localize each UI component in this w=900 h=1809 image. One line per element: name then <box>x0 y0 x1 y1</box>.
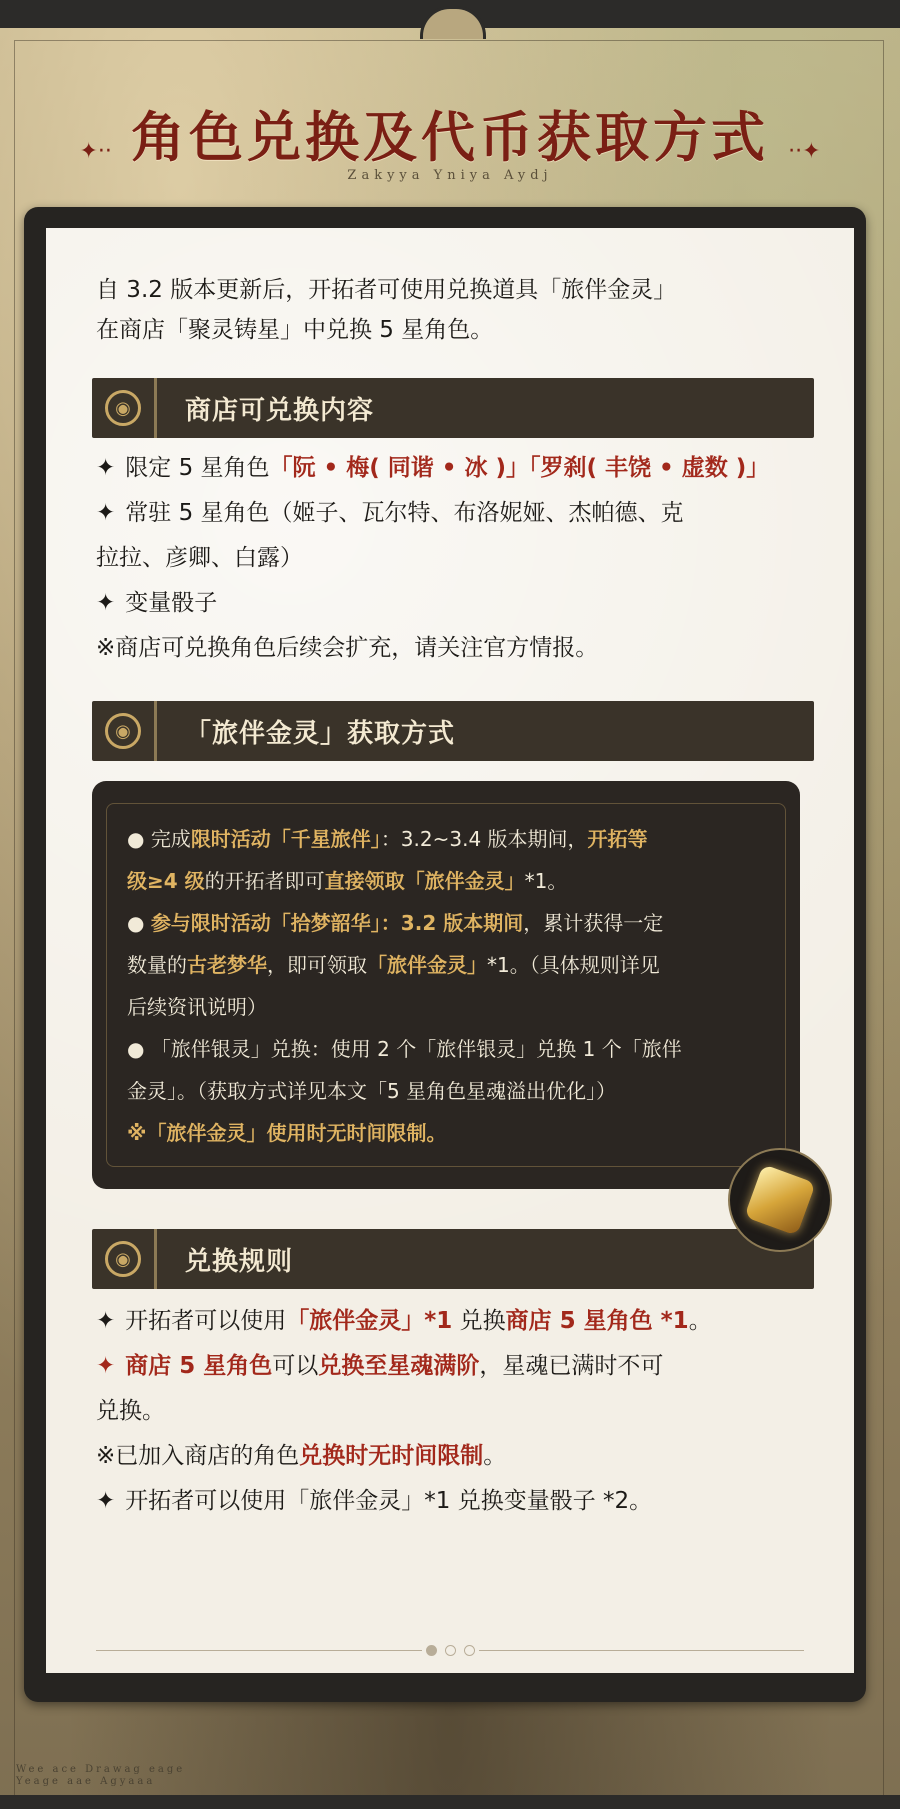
page-title: 角色兑换及代币获取方式 <box>131 105 769 169</box>
list-item: ✦ 限定 5 星角色「阮 • 梅( 同谐 • 冰 )」「罗刹( 丰饶 • 虚数 )」 <box>96 455 770 481</box>
sparkle-bullet-icon: ✦ <box>96 500 116 526</box>
section-title: 商店可兑换内容 <box>185 395 375 426</box>
page-dot <box>464 1645 475 1656</box>
page-dot <box>445 1645 456 1656</box>
content <box>96 270 814 1524</box>
acquire-box-inner <box>106 803 786 1167</box>
section-header-acquire <box>92 701 814 761</box>
left-sparkle-icon: ✦·· <box>79 139 112 164</box>
sparkle-bullet-icon: ✦ <box>96 590 116 616</box>
rule-note: ※已加入商店的角色兑换时无时间限制。 <box>96 1443 507 1469</box>
section-header-shop <box>92 378 814 438</box>
list-item-continuation: 拉拉、彦卿、白露） <box>96 545 303 571</box>
list-item: ✦ 变量骰子 <box>96 590 218 616</box>
section-title: 「旅伴金灵」获取方式 <box>185 718 456 749</box>
shop-note: ※商店可兑换角色后续会扩充，请关注官方情报。 <box>96 635 599 661</box>
bottom-band <box>0 1795 900 1809</box>
sparkle-bullet-icon: ✦ <box>96 455 116 481</box>
gold-companion-token-icon <box>728 1148 832 1252</box>
right-sparkle-icon: ··✦ <box>788 139 821 164</box>
title-wrap <box>0 95 900 172</box>
acquire-bullet-2-cont: 数量的古老梦华，即可领取「旅伴金灵」*1。（具体规则详见 <box>127 953 660 977</box>
intro-line-1: 自 3.2 版本更新后，开拓者可使用兑换道具「旅伴金灵」 <box>96 277 677 303</box>
acquire-note: ※「旅伴金灵」使用时无时间限制。 <box>127 1121 447 1145</box>
emblem-icon: ◉ <box>92 1229 157 1289</box>
scallop-edge-bottom <box>46 1667 854 1679</box>
page-subtitle: Zakyya Yniya Aydj <box>347 168 553 183</box>
rule-item-continuation: 兑换。 <box>96 1398 165 1424</box>
acquire-bullet-2: ● 参与限时活动「拾梦韶华」：3.2 版本期间，累计获得一定 <box>127 911 664 935</box>
section-title: 兑换规则 <box>185 1246 294 1277</box>
section-rules-body <box>96 1299 814 1524</box>
rule-item: ✦ 开拓者可以使用「旅伴金灵」*1 兑换商店 5 星角色 *1。 <box>96 1308 712 1334</box>
section-header-rules <box>92 1229 814 1289</box>
scallop-edge-top <box>46 222 854 234</box>
rule-item: ✦ 商店 5 星角色可以兑换至星魂满阶，星魂已满时不可 <box>96 1353 664 1379</box>
page-dot <box>426 1645 437 1656</box>
sparkle-bullet-icon: ✦ <box>96 1353 116 1379</box>
page-indicator <box>96 1640 804 1660</box>
acquire-bullet-1-cont: 级≥4 级的开拓者即可直接领取「旅伴金灵」*1。 <box>127 869 568 893</box>
emblem-icon: ◉ <box>92 378 157 438</box>
intro-line-2: 在商店「聚灵铸星」中兑换 5 星角色。 <box>96 317 494 343</box>
acquire-bullet-3: ● 「旅伴银灵」兑换：使用 2 个「旅伴银灵」兑换 1 个「旅伴 <box>127 1037 682 1061</box>
sparkle-bullet-icon: ✦ <box>96 1488 116 1514</box>
list-item: ✦ 常驻 5 星角色（姬子、瓦尔特、布洛妮娅、杰帕德、克 <box>96 500 684 526</box>
acquire-bullet-1: ● 完成限时活动「千星旅伴」：3.2~3.4 版本期间，开拓等 <box>127 827 648 851</box>
sparkle-bullet-icon: ✦ <box>96 1308 116 1334</box>
acquire-bullet-3-cont: 金灵」。（获取方式详见本文「5 星角色星魂溢出优化」） <box>127 1079 617 1103</box>
footer-watermark: Wee ace Drawag eage Yeage aae Agyaaa <box>16 1764 186 1787</box>
section-shop-body <box>96 446 814 671</box>
emblem-icon: ◉ <box>92 701 157 761</box>
acquire-bullet-2-cont: 后续资讯说明） <box>127 995 267 1019</box>
acquire-box <box>92 781 800 1189</box>
rule-item: ✦ 开拓者可以使用「旅伴金灵」*1 兑换变量骰子 *2。 <box>96 1488 653 1514</box>
